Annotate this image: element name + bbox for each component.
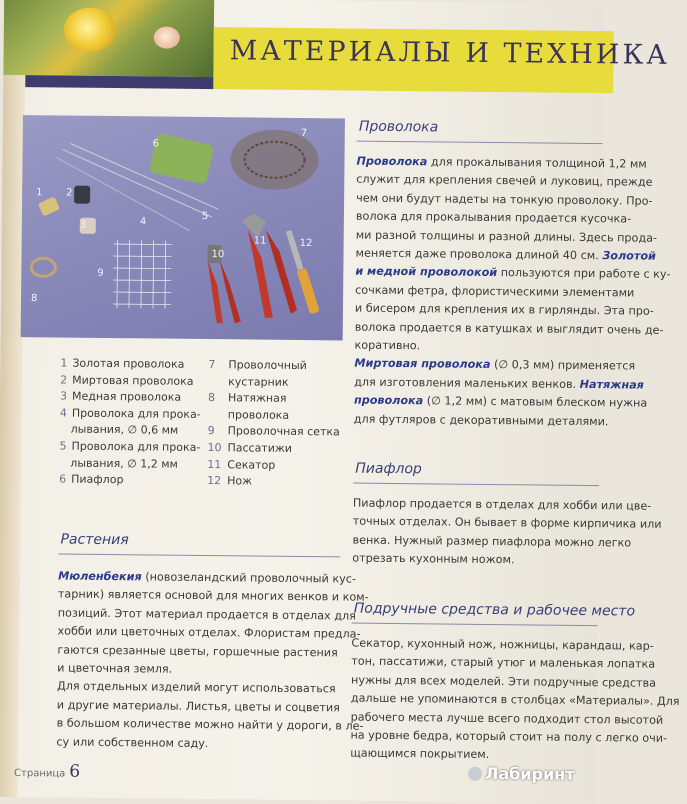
page-label: Страница [14,768,66,780]
label-1: 1 [36,187,43,199]
text-line: дальше не упоминаются в столбцах «Материалы». Для [350,691,680,709]
text-line: ми разной толщины и разной длины. Здесь прода- [355,228,658,245]
section-heading-tools: Подручные средства и рабочее место [353,600,636,620]
legend-item: 4 Проволока для прока- [59,406,201,421]
text-line: меняется даже проволока длиной 40 см. Золотой [355,246,656,263]
text-line: позиций. Этот материал продается в отделах для [57,606,356,623]
text-line: тон, пассатижи, старый утюг и маленькая лопатка [351,654,656,672]
section-heading-wire: Проволока [358,118,439,136]
text-line: точных отделах. Он бывает в форме кирпичика или [352,514,662,532]
materials-illustration [21,115,345,340]
label-12: 12 [299,237,313,250]
section-rule [58,553,340,557]
pliers-handle-a [207,259,224,323]
legend-item: 6 Пиафлор [59,472,124,487]
text-line: Мюленбекия (новозеландский проволочный кус- [58,569,357,586]
text-line: и другие материалы. Листья, цветы и соцветия [56,698,340,715]
tools-paragraph [350,635,680,766]
section-rule [353,483,599,487]
text-line: и цветочная земля. [57,661,173,676]
text-line: гаются срезанные цветы, горшечные растения [57,643,338,660]
section-rule [352,623,598,627]
text-line: в большом количестве можно найти у дороги, в ле- [56,716,364,733]
legend-column-1 [59,355,210,489]
legend-item: 2 Миртовая проволока [60,373,194,388]
decorative-bar [25,75,213,89]
label-6: 6 [152,138,160,150]
label-3: 3 [79,219,87,231]
text-line: сочками фетра, флористическими элементами [355,283,635,300]
text-line: для футляров с декоративными деталями. [353,412,609,428]
label-9: 9 [97,267,104,279]
photo-legend [59,355,350,488]
plants-paragraph [56,567,369,754]
tension-wire-coil [31,258,55,276]
text-line: венка. Нужный размер пиафлора можно легко [352,533,632,550]
yellow-rose-image [64,8,116,53]
label-5: 5 [201,210,209,223]
watermark [468,764,575,784]
pliers-handle-b [219,259,242,323]
text-line: и медной проволокой пользуются при работе с ку- [355,265,671,282]
legend-item: 8 Натяжная [207,391,287,406]
text-line: и бисером для крепления их в гирлянды. Эта про- [354,301,654,318]
label-7: 7 [300,127,308,140]
legend-item: кустарник [228,374,289,389]
label-11: 11 [253,235,267,247]
label-8: 8 [30,293,38,305]
legend-item: 3 Медная проволока [59,389,182,404]
text-line: тарник) является основой для многих венков и ком- [57,587,369,605]
text-line: волока продается в катушках и выглядит очень де- [354,320,664,337]
knife-handle [296,268,319,315]
text-line: отрезать кухонным ножом. [352,551,515,567]
legend-item: лывания, ∅ 0,6 мм [70,422,179,438]
legend-item: 10 Пассатижи [207,441,293,455]
text-line: Пиафлор продается в отделах для хобби или цве- [352,496,652,513]
section-rule [357,141,603,145]
pink-flower-image [154,26,180,48]
wire-mesh [113,240,172,309]
legend-item: проволока [227,408,290,422]
text-line: Миртовая проволока (∅ 0,3 мм) применяется [354,357,636,373]
text-line: Секатор, кухонный нож, ножницы, карандаш, кар- [351,636,654,653]
legend-column-2 [207,357,348,491]
text-line: Для отдельных изделий могут использоваться [56,679,336,696]
legend-item: 11 Секатор [207,457,276,472]
legend-item: 7 Проволочный [208,358,307,373]
label-10: 10 [211,249,225,261]
text-line: хобби или цветочных отделах. Флористам предла- [57,624,361,641]
page-number-value: 6 [69,761,81,782]
piaflor-paragraph [352,495,662,571]
text-line: нужны для всех моделей. Эти подручные средства [351,673,657,690]
rose-photo [3,0,214,77]
page-title: МАТЕРИАЛЫ И ТЕХНИКА [229,35,670,71]
text-line: проволока (∅ 1,2 мм) с матовым блеском нужна [353,393,648,410]
text-line: щающимся покрытием. [350,746,490,762]
text-line: служит для крепления свечей и луковиц, прежде [356,172,653,190]
page-number [14,761,80,782]
text-line: су или собственном саду. [56,735,209,750]
labyrinth-logo-icon [468,767,482,781]
legend-item: 12 Нож [207,474,253,488]
text-line: волока для прокалывания продается кусочка- [355,209,632,226]
watermark-text: Лабиринт [484,763,575,784]
materials-photo [21,115,345,340]
knife-blade [286,230,304,270]
wire-paragraph [353,153,671,432]
text-line: коративно. [354,338,421,353]
text-line: рабочего места лучше всего подходит стол высотой [350,710,664,727]
gold-wire-spool [38,196,60,216]
text-line: для изготовления маленьких венков. Натяжная [354,375,644,392]
myrtle-wire-spool [74,186,90,204]
legend-item: 1 Золотая проволока [60,356,185,371]
legend-item: лывания, ∅ 1,2 мм [70,456,178,471]
text-line: Проволока для прокалывания толщиной 1,2 мм [356,154,647,171]
text-line: на уровне бедра, который стоит на полу с легко очи- [350,728,668,745]
label-2: 2 [66,187,73,199]
text-line: чем они будут надеты на тонкую проволоку. Про- [356,191,653,208]
secateur-blade [242,213,266,237]
section-heading-plants: Растения [60,531,129,549]
label-4: 4 [139,216,147,228]
legend-item: 5 Проволока для прока- [59,439,201,454]
section-heading-piaflor: Пиафлор [355,460,422,478]
legend-item: 9 Проволочная сетка [207,424,340,439]
